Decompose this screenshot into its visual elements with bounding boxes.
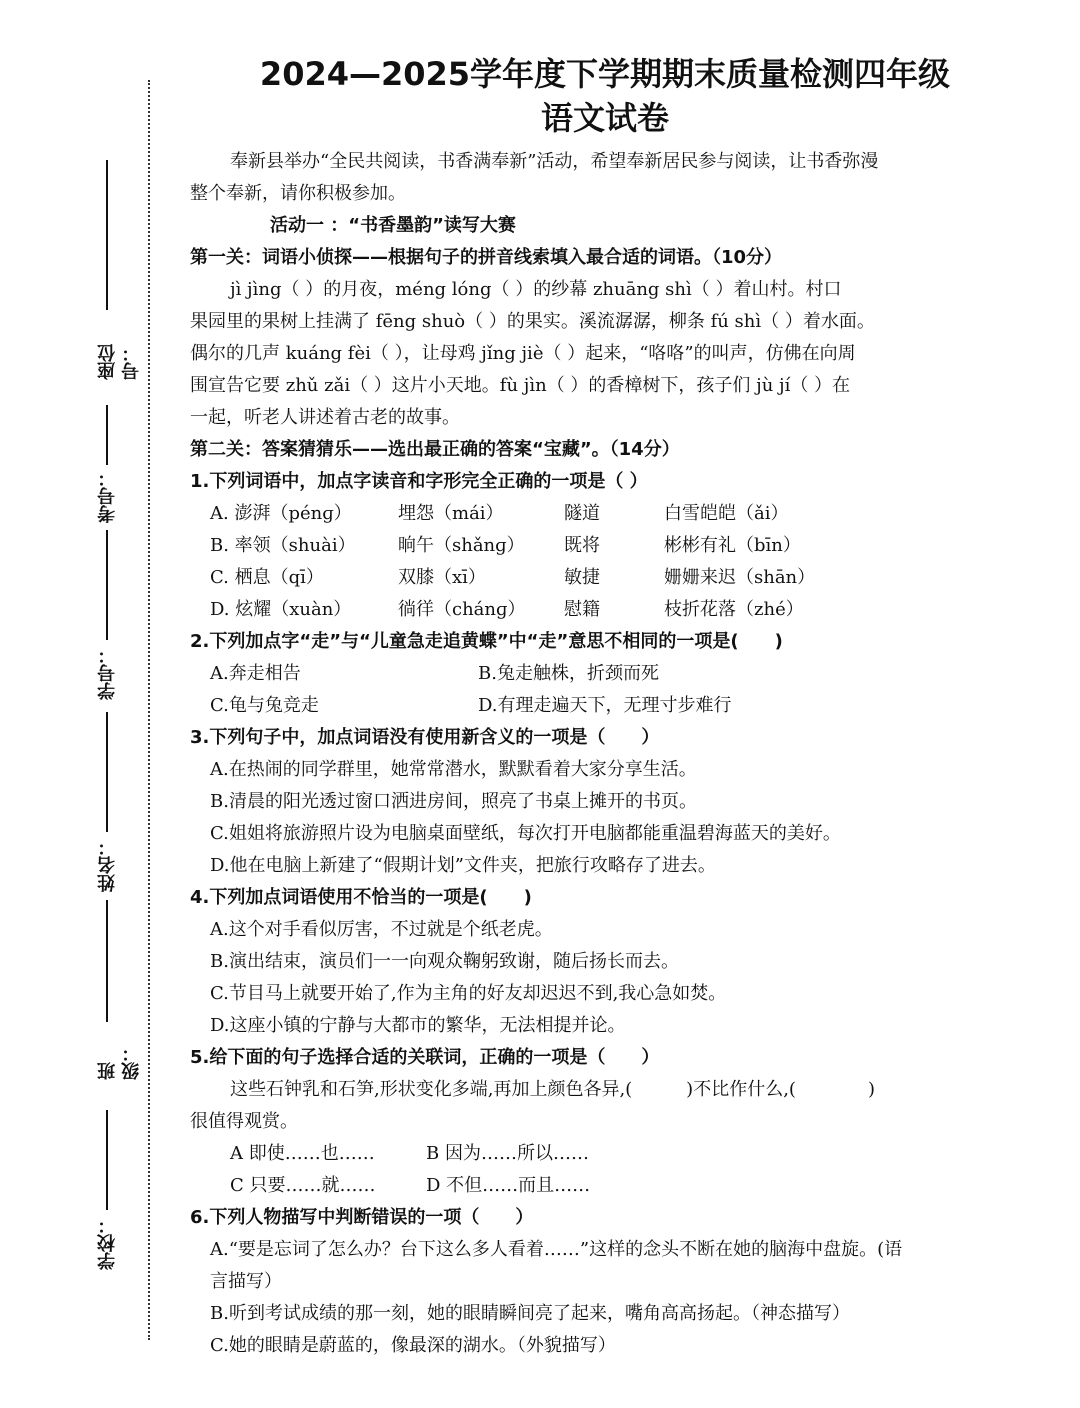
- q1-option-d-word: 枝折花落（zhé）: [664, 599, 804, 620]
- q1-option-c-word[interactable]: C. 栖息（qī）: [210, 567, 324, 588]
- q6-option-a[interactable]: A.“要是忘词了怎么办？台下这么多人看着……”这样的念头不断在她的脑海中盘旋。(语: [210, 1239, 903, 1260]
- question-5-options: [190, 1138, 1020, 1202]
- q1-option-d-word: 徜徉（chánɡ）: [398, 599, 526, 620]
- question-5-stem: 5.给下面的句子选择合适的关联词，正确的一项是（ ）: [190, 1047, 660, 1068]
- name-underline: [106, 712, 108, 832]
- q1-option-b-word[interactable]: B. 率领（shuài）: [210, 535, 356, 556]
- q5-option-d[interactable]: D 不但……而且……: [426, 1175, 591, 1196]
- q3-option-b[interactable]: B.清晨的阳光透过窗口洒进房间，照亮了书桌上摊开的书页。: [210, 791, 697, 812]
- q1-option-b-word: 彬彬有礼（bīn）: [664, 535, 801, 556]
- section-2-heading: 第二关：答案猜猜乐——选出最正确的答案“宝藏”。（14分）: [190, 439, 680, 460]
- question-3-stem: 3.下列句子中，加点词语没有使用新含义的一项是（ ）: [190, 727, 660, 748]
- q3-option-d[interactable]: D.他在电脑上新建了“假期计划”文件夹，把旅行攻略存了进去。: [210, 855, 716, 876]
- exam-number-label: 考号：: [97, 469, 118, 523]
- question-2-options: [190, 658, 1020, 722]
- question-4-options: [190, 914, 1020, 1042]
- q5-option-b[interactable]: B 因为……所以……: [426, 1143, 589, 1164]
- section-1-line: 果园里的果树上挂满了 fēng shuò（ ）的果实。溪流潺潺，柳条 fú shì（ ）着水面。: [190, 311, 875, 332]
- q6-option-a-cont: 言描写）: [210, 1271, 282, 1292]
- question-2-stem: 2.下列加点字“走”与“儿童急走追黄蝶”中“走”意思不相同的一项是( ): [190, 631, 783, 652]
- section-1-line: 偶尔的几声 kuáng fèi（ ），让母鸡 jǐng jiè（ ）起来，“咯咯”的叫声，仿佛在向周: [190, 343, 856, 364]
- q1-option-a-word: 隧道: [564, 503, 600, 524]
- activity-title: 活动一 ：“书香墨韵”读写大赛: [270, 215, 516, 236]
- q1-option-a-word: 埋怨（mái）: [398, 503, 504, 524]
- q5-option-c[interactable]: C 只要……就……: [230, 1175, 376, 1196]
- q1-option-b-word: 既将: [564, 535, 600, 556]
- q5-sentence-line-1: 这些石钟乳和石笋,形状变化多端,再加上颜色各异,( )不比作什么,( ): [230, 1079, 875, 1100]
- question-4-stem: 4.下列加点词语使用不恰当的一项是( ): [190, 887, 532, 908]
- student-number-field[interactable]: [96, 530, 136, 700]
- q5-option-a[interactable]: A 即使……也……: [230, 1143, 375, 1164]
- exam-title: 2024—2025学年度下学期期末质量检测四年级: [259, 55, 951, 93]
- seat-number-field[interactable]: [96, 160, 142, 380]
- q1-option-d-word: 慰籍: [564, 599, 600, 620]
- class-underline: [106, 900, 108, 1022]
- section-1-line: 围宣告它要 zhǔ zǎi（ ）这片小天地。fù jìn（ ）的香樟树下，孩子们 jù jí（ ）在: [190, 375, 851, 396]
- q3-option-c[interactable]: C.姐姐将旅游照片设为电脑桌面壁纸，每次打开电脑都能重温碧海蓝天的美好。: [210, 823, 841, 844]
- intro-line-1: 奉新县举办“全民共阅读，书香满奉新”活动，希望奉新居民参与阅读，让书香弥漫: [230, 151, 879, 172]
- question-3-options: [190, 754, 1020, 882]
- q4-option-d[interactable]: D.这座小镇的宁静与大都市的繁华，无法相提并论。: [210, 1015, 626, 1036]
- class-label: 班级：: [97, 1044, 142, 1080]
- q1-option-a-word: 白雪皑皑（ǎi）: [664, 503, 789, 524]
- q5-sentence-line-2: 很值得观赏。: [190, 1111, 298, 1132]
- dotted-cut-line: [148, 80, 150, 1340]
- q3-option-a[interactable]: A.在热闹的同学群里，她常常潜水，默默看着大家分享生活。: [210, 759, 697, 780]
- school-underline: [106, 1110, 108, 1210]
- section-1-line: 一起，听老人讲述着古老的故事。: [190, 407, 460, 428]
- student-number-label: 学号：: [97, 646, 118, 700]
- intro-line-2: 整个奉新，请你积极参加。: [190, 183, 406, 204]
- question-1-stem: 1.下列词语中，加点字读音和字形完全正确的一项是（ ）: [190, 471, 648, 492]
- q2-option-a[interactable]: A.奔走相告: [210, 663, 301, 684]
- section-1-heading: 第一关：词语小侦探——根据句子的拼音线索填入最合适的词语。（10分）: [190, 247, 783, 268]
- q1-option-c-word: 姗姗来迟（shān）: [664, 567, 816, 588]
- q1-option-b-word: 晌午（shǎnɡ）: [398, 535, 525, 556]
- q6-option-c[interactable]: C.她的眼睛是蔚蓝的，像最深的湖水。（外貌描写）: [210, 1335, 616, 1356]
- exam-content: [190, 52, 1020, 1362]
- student-number-underline: [106, 530, 108, 640]
- exam-number-underline: [106, 405, 108, 465]
- name-label: 姓名：: [97, 838, 118, 892]
- question-6-options: [190, 1234, 1020, 1362]
- q1-option-a-word[interactable]: A. 澎湃（pénɡ）: [210, 503, 352, 524]
- q4-option-b[interactable]: B.演出结束，演员们一一向观众鞠躬致谢，随后扬长而去。: [210, 951, 679, 972]
- exam-number-field[interactable]: [96, 405, 136, 525]
- q4-option-c[interactable]: C.节目马上就要开始了,作为主角的好友却迟迟不到,我心急如焚。: [210, 983, 727, 1004]
- school-field[interactable]: [96, 1110, 136, 1300]
- q2-option-b[interactable]: B.兔走触株，折颈而死: [478, 663, 659, 684]
- q4-option-a[interactable]: A.这个对手看似厉害，不过就是个纸老虎。: [210, 919, 553, 940]
- q1-option-d-word[interactable]: D. 炫耀（xuàn）: [210, 599, 352, 620]
- exam-subtitle: 语文试卷: [540, 99, 669, 137]
- class-field[interactable]: [96, 900, 142, 1080]
- school-label: 学校：: [97, 1216, 118, 1270]
- seat-number-label: 座位号：: [97, 344, 142, 380]
- q6-option-b[interactable]: B.听到考试成绩的那一刻，她的眼睛瞬间亮了起来，嘴角高高扬起。（神态描写）: [210, 1303, 850, 1324]
- name-field[interactable]: [96, 712, 136, 892]
- question-6-stem: 6.下列人物描写中判断错误的一项（ ）: [190, 1207, 534, 1228]
- q1-option-c-word: 敏捷: [564, 567, 600, 588]
- q2-option-c[interactable]: C.龟与兔竞走: [210, 695, 319, 716]
- q1-option-c-word: 双膝（xī）: [398, 567, 486, 588]
- q2-option-d[interactable]: D.有理走遍天下，无理寸步难行: [478, 695, 732, 716]
- binding-margin: [0, 0, 160, 1408]
- seat-number-underline: [106, 160, 108, 310]
- section-1-line: jì jìng（ ）的月夜，méng lóng（ ）的纱幕 zhuāng shì（ ）着山村。村口: [230, 279, 842, 300]
- question-1-options: [190, 498, 1020, 626]
